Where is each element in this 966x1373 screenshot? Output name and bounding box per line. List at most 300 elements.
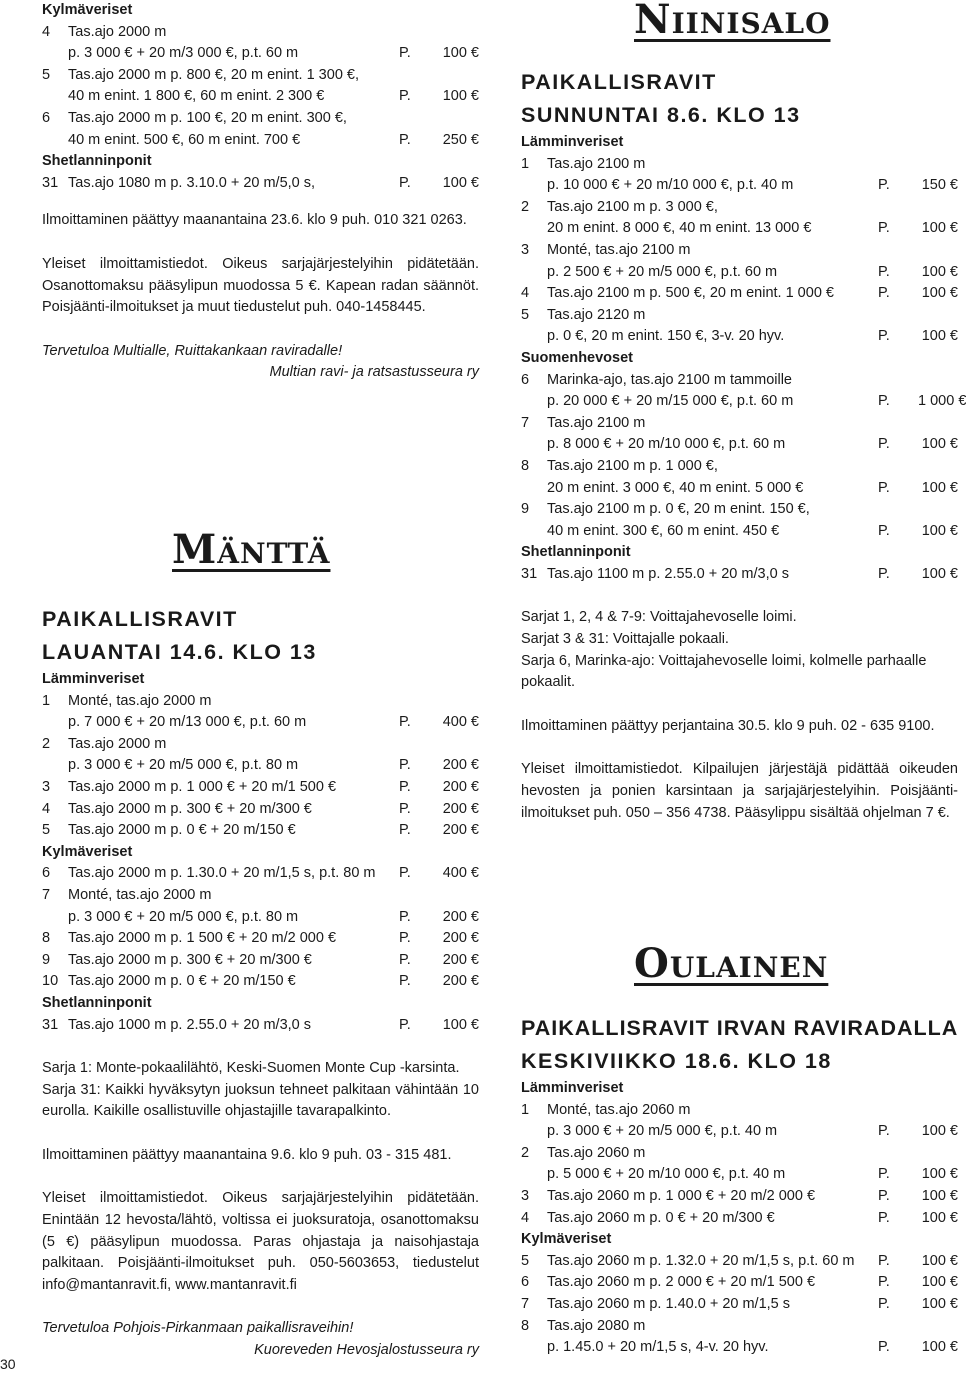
race-number (42, 130, 68, 152)
prize-amount: 100 € (921, 1123, 958, 1140)
race-number (521, 391, 547, 413)
race-entry (521, 1272, 958, 1294)
prize-amount: 200 € (442, 951, 479, 968)
race-number (521, 478, 547, 500)
mantta-general-info: Yleiset ilmoittamistiedot. Oikeus sarjajärjestelyihin pidätetään. Enintään 12 hevosta/lähtö, voltissa ei juoksuratoja, osanottomaksu (5 €) pääsylipun muodossa. Paras ohjastaja ja naisohjastaja palkitaan. Poisjäänti-ilmoitukset puh. 050-5603653, tiedustelut info@mantanravit.fi, www.mantanravit.fi (42, 1190, 479, 1293)
prize-label: P. (399, 865, 411, 882)
prize-label: P. (878, 522, 890, 539)
prize-amount: 100 € (921, 479, 958, 496)
race-number: 4 (521, 285, 530, 302)
prize-label: P. (399, 778, 411, 795)
prize-label: P. (399, 45, 411, 62)
race-number: 7 (42, 886, 51, 903)
race-number: 1 (521, 155, 530, 172)
race-description: p. 3 000 € + 20 m/5 000 €, p.t. 80 m (68, 757, 299, 774)
prize-amount: 1 000 € (918, 393, 966, 410)
race-line (521, 521, 958, 543)
prize-label (399, 108, 439, 130)
prize-label: P. (399, 88, 411, 105)
race-entry (42, 1015, 479, 1037)
race-description: Tas.ajo 2000 m p. 300 € + 20 m/300 € (68, 800, 312, 817)
race-line (42, 863, 479, 885)
race-description: Tas.ajo 2120 m (547, 306, 646, 323)
race-number (521, 521, 547, 543)
prize-amount: 100 € (921, 522, 958, 539)
race-description: Tas.ajo 2000 m (68, 23, 167, 40)
prize-amount (918, 1143, 958, 1165)
class-heading: Kylmäveriset (521, 1231, 612, 1248)
race-number: 10 (42, 973, 59, 990)
prize-amount (918, 240, 958, 262)
prize-label (878, 305, 918, 327)
race-line (521, 370, 958, 392)
race-description: Tas.ajo 2000 m p. 100 €, 20 m enint. 300 €, (68, 109, 347, 126)
race-entry (521, 1100, 958, 1143)
race-entry (521, 413, 958, 456)
race-description: 40 m enint. 300 €, 60 m enint. 450 € (547, 522, 780, 539)
registration-info: Ilmoittaminen päättyy maanantaina 23.6. klo 9 puh. 010 321 0263. (42, 212, 467, 229)
race-number: 7 (521, 1295, 530, 1312)
welcome-text: Tervetuloa Multialle, Ruittakankaan raviradalle! (42, 342, 343, 359)
class-heading: Lämminveriset (42, 671, 145, 687)
mantta-heading-line2: LAUANTAI 14.6. KLO 13 (42, 640, 317, 664)
prize-amount: 100 € (921, 1209, 958, 1226)
race-line (42, 43, 479, 65)
prize-amount: 250 € (442, 131, 479, 148)
prize-amount (918, 1316, 958, 1338)
race-number (521, 175, 547, 197)
prize-label (878, 370, 918, 392)
race-line (521, 240, 958, 262)
prize-label (878, 1100, 918, 1122)
prize-label: P. (399, 1016, 411, 1033)
race-number (42, 43, 68, 65)
prize-label: P. (878, 328, 890, 345)
race-line (521, 197, 958, 219)
race-entry (42, 65, 479, 108)
race-number (521, 326, 547, 348)
race-line (521, 283, 958, 305)
niinisalo-general-info: Yleiset ilmoittamistiedot. Kilpailujen järjestäjä pidättää oikeuden hevosten ja ponien karsintaan ja sarjajärjestelyihin. Poisjäänti-ilmoitukset puh. 050 – 356 4738. Pääsylippu sisältää ohjelman 7 €. (521, 761, 958, 821)
race-description: Monté, tas.ajo 2100 m (547, 241, 691, 258)
race-line (521, 154, 958, 176)
race-line (521, 1294, 958, 1316)
class-heading: Suomenhevoset (521, 349, 633, 366)
prize-amount: 100 € (442, 1016, 479, 1033)
race-number (42, 907, 68, 929)
race-description: Tas.ajo 2000 m p. 300 € + 20 m/300 € (68, 951, 312, 968)
mantta-title: Mänttä (172, 526, 331, 573)
race-number: 3 (521, 241, 530, 258)
prize-label: P. (399, 800, 411, 817)
prize-amount: 200 € (442, 822, 479, 839)
prize-label (878, 499, 918, 521)
prize-label (878, 154, 918, 176)
race-description: p. 5 000 € + 20 m/10 000 €, p.t. 40 m (547, 1166, 786, 1183)
race-description: Monté, tas.ajo 2060 m (547, 1101, 691, 1118)
prize-label (399, 691, 439, 713)
race-number (521, 218, 547, 240)
mantta-section (42, 603, 479, 1362)
race-line (521, 1251, 958, 1273)
race-number (521, 1164, 547, 1186)
race-description: Tas.ajo 2000 m p. 0 € + 20 m/150 € (68, 973, 296, 990)
prize-label: P. (399, 951, 411, 968)
race-entry (521, 564, 958, 586)
race-line (521, 326, 958, 348)
multia-continuation (42, 0, 479, 384)
race-entry (521, 499, 958, 542)
race-description: Tas.ajo 2060 m p. 1.40.0 + 20 m/1,5 s (547, 1295, 791, 1312)
niinisalo-registration: Ilmoittaminen päättyy perjantaina 30.5. klo 9 puh. 02 - 635 9100. (521, 717, 935, 734)
race-number: 2 (521, 198, 530, 215)
race-line (521, 456, 958, 478)
race-entry (521, 1186, 958, 1208)
race-line (42, 799, 479, 821)
race-entry (42, 928, 479, 950)
race-number: 6 (42, 865, 51, 882)
race-description: Tas.ajo 2060 m (547, 1144, 646, 1161)
race-line (521, 1121, 958, 1143)
race-number: 5 (521, 306, 530, 323)
race-line (521, 499, 958, 521)
race-number: 4 (42, 800, 51, 817)
race-entry (521, 240, 958, 283)
prize-label: P. (399, 908, 411, 925)
race-description: Tas.ajo 2100 m p. 0 €, 20 m enint. 150 €, (547, 501, 810, 518)
prize-label: P. (878, 263, 890, 280)
race-line (521, 434, 958, 456)
race-description: p. 0 €, 20 m enint. 150 €, 3-v. 20 hyv. (547, 328, 785, 345)
prize-label: P. (399, 174, 411, 191)
race-description: Tas.ajo 2000 m p. 0 € + 20 m/150 € (68, 822, 296, 839)
niinisalo-section (521, 66, 966, 824)
race-entry (521, 456, 958, 499)
race-description: Monté, tas.ajo 2000 m (68, 692, 212, 709)
prize-label: P. (878, 479, 890, 496)
race-description: Tas.ajo 1080 m p. 3.10.0 + 20 m/5,0 s, (68, 174, 316, 191)
prize-label (399, 885, 439, 907)
niinisalo-notes: Sarjat 1, 2, 4 & 7-9: Voittajahevoselle loimi. Sarjat 3 & 31: Voittajalle pokaali. Sarja 6, Marinka-ajo: Voittajahevoselle loimi, kolmelle parhaalle pokaalit. (521, 609, 927, 691)
prize-label: P. (399, 822, 411, 839)
race-number: 31 (521, 565, 538, 582)
race-list-niinisalo (521, 132, 966, 585)
race-number (42, 755, 68, 777)
race-entry (42, 885, 479, 928)
race-line (521, 391, 966, 413)
prize-label (878, 413, 918, 435)
race-number: 4 (42, 23, 51, 40)
race-number: 2 (42, 735, 51, 752)
race-description: Tas.ajo 2100 m p. 3 000 €, (547, 198, 718, 215)
prize-label: P. (878, 393, 890, 410)
prize-label: P. (399, 714, 411, 731)
race-number: 31 (42, 1016, 59, 1033)
race-line (42, 691, 479, 713)
mantta-signature: Kuoreveden Hevosjalostusseura ry (254, 1342, 479, 1359)
mantta-heading-line1: PAIKALLISRAVIT (42, 607, 238, 631)
prize-amount (918, 1100, 958, 1122)
mantta-notes: Sarja 1: Monte-pokaalilähtö, Keski-Suomen Monte Cup -karsinta. Sarja 31: Kaikki hyväksytyn juoksun tehneet palkitaan vähintään 10 eurolla. Kaikille osallistuville ohjastajille tavarapalkinto. (42, 1060, 479, 1120)
race-description: p. 8 000 € + 20 m/10 000 €, p.t. 60 m (547, 436, 786, 453)
prize-amount: 100 € (921, 285, 958, 302)
race-entry (42, 173, 479, 195)
prize-amount (439, 65, 479, 87)
race-line (521, 564, 958, 586)
prize-amount (439, 108, 479, 130)
race-line (42, 86, 479, 108)
race-line (42, 1015, 479, 1037)
class-heading: Shetlanninponit (521, 544, 631, 561)
prize-label (878, 197, 918, 219)
race-description: Tas.ajo 2000 m p. 1.30.0 + 20 m/1,5 s, p.t. 80 m (68, 865, 376, 882)
niinisalo-heading-line2: SUNNUNTAI 8.6. KLO 13 (521, 103, 801, 127)
prize-label: P. (878, 1123, 890, 1140)
race-number: 8 (521, 457, 530, 474)
prize-amount (918, 154, 958, 176)
race-description: p. 1.45.0 + 20 m/1,5 s, 4-v. 20 hyv. (547, 1339, 769, 1356)
race-number: 31 (42, 174, 59, 191)
race-list-oulainen (521, 1078, 958, 1359)
race-entry (42, 108, 479, 151)
prize-amount: 100 € (442, 174, 479, 191)
prize-amount: 100 € (921, 1295, 958, 1312)
race-line (42, 950, 479, 972)
prize-amount (439, 734, 479, 756)
race-number: 4 (521, 1209, 530, 1226)
prize-label: P. (878, 1209, 890, 1226)
race-entry (521, 283, 958, 305)
prize-amount: 200 € (442, 908, 479, 925)
race-entry (42, 971, 479, 993)
race-number: 1 (521, 1101, 530, 1118)
race-description: Tas.ajo 2100 m (547, 155, 646, 172)
race-description: p. 7 000 € + 20 m/13 000 €, p.t. 60 m (68, 714, 307, 731)
race-line (42, 971, 479, 993)
prize-label: P. (878, 1274, 890, 1291)
prize-amount (918, 456, 958, 478)
race-number (42, 712, 68, 734)
prize-amount: 400 € (442, 714, 479, 731)
prize-label (878, 1143, 918, 1165)
prize-amount (918, 305, 958, 327)
race-line (521, 175, 958, 197)
prize-amount (918, 370, 958, 392)
race-line (521, 305, 958, 327)
race-entry (521, 370, 966, 413)
race-entry (42, 22, 479, 65)
class-heading: Lämminveriset (521, 134, 624, 150)
prize-amount (918, 413, 958, 435)
race-description: 20 m enint. 8 000 €, 40 m enint. 13 000 € (547, 220, 812, 237)
prize-amount: 100 € (921, 220, 958, 237)
prize-label: P. (878, 1339, 890, 1356)
race-entry (42, 863, 479, 885)
race-line (521, 1272, 958, 1294)
race-line (42, 907, 479, 929)
oulainen-title: Oulainen (634, 940, 829, 987)
race-description: 40 m enint. 1 800 €, 60 m enint. 2 300 € (68, 88, 325, 105)
race-entry (42, 799, 479, 821)
race-number: 8 (521, 1317, 530, 1334)
niinisalo-heading-line1: PAIKALLISRAVIT (521, 70, 717, 94)
prize-amount: 100 € (921, 1166, 958, 1183)
oulainen-heading-line2: KESKIVIIKKO 18.6. KLO 18 (521, 1049, 832, 1073)
race-description: Tas.ajo 2060 m p. 2 000 € + 20 m/1 500 € (547, 1274, 816, 1291)
prize-amount: 200 € (442, 973, 479, 990)
prize-label: P. (878, 1166, 890, 1183)
race-number: 7 (521, 414, 530, 431)
race-entry (521, 305, 958, 348)
prize-amount: 400 € (442, 865, 479, 882)
race-line (521, 1316, 958, 1338)
page-number: 30 (0, 1356, 16, 1372)
race-description: Tas.ajo 2000 m (68, 735, 167, 752)
race-line (521, 1143, 958, 1165)
prize-label (399, 22, 439, 44)
race-description: 20 m enint. 3 000 €, 40 m enint. 5 000 € (547, 479, 804, 496)
prize-amount (918, 499, 958, 521)
race-number (42, 86, 68, 108)
race-entry (521, 1143, 958, 1186)
prize-amount: 100 € (921, 1252, 958, 1269)
race-number: 5 (521, 1252, 530, 1269)
race-description: p. 3 000 € + 20 m/5 000 €, p.t. 80 m (68, 908, 299, 925)
race-line (42, 65, 479, 87)
prize-label: P. (878, 285, 890, 302)
race-line (521, 218, 958, 240)
race-description: Tas.ajo 2060 m p. 1.32.0 + 20 m/1,5 s, p.t. 60 m (547, 1252, 855, 1269)
race-description: Tas.ajo 2100 m p. 1 000 €, (547, 457, 718, 474)
prize-amount: 100 € (921, 1339, 958, 1356)
race-line (521, 1186, 958, 1208)
race-line (42, 22, 479, 44)
race-number: 3 (521, 1187, 530, 1204)
prize-amount: 100 € (921, 1187, 958, 1204)
race-line (42, 755, 479, 777)
prize-amount: 100 € (921, 328, 958, 345)
race-description: Tas.ajo 2080 m (547, 1317, 646, 1334)
prize-label: P. (878, 1187, 890, 1204)
race-description: Tas.ajo 2000 m p. 1 500 € + 20 m/2 000 € (68, 930, 337, 947)
prize-amount: 150 € (921, 177, 958, 194)
general-info: Yleiset ilmoittamistiedot. Oikeus sarjajärjestelyihin pidätetään. Osanottomaksu pääsylipun muodossa 5 €. Kapean radan säännöt. Poisjäänti-ilmoitukset ja muut tiedustelut puh. 040-1458445. (42, 255, 479, 316)
race-description: Tas.ajo 1000 m p. 2.55.0 + 20 m/3,0 s (68, 1016, 312, 1033)
race-description: Tas.ajo 1100 m p. 2.55.0 + 20 m/3,0 s (547, 565, 789, 582)
prize-label: P. (399, 131, 411, 148)
race-entry (521, 1316, 958, 1359)
race-description: Marinka-ajo, tas.ajo 2100 m tammoille (547, 371, 792, 388)
race-line (42, 712, 479, 734)
class-heading: Lämminveriset (521, 1080, 624, 1096)
prize-label: P. (399, 757, 411, 774)
prize-label (399, 65, 439, 87)
race-list-mantta (42, 669, 479, 1036)
race-line (42, 130, 479, 152)
race-number: 9 (42, 951, 51, 968)
race-entry (521, 197, 958, 240)
oulainen-section (521, 1012, 958, 1359)
prize-amount: 100 € (921, 436, 958, 453)
prize-amount: 100 € (921, 263, 958, 280)
niinisalo-title: Niinisalo (634, 0, 831, 43)
prize-label (878, 1316, 918, 1338)
race-line (42, 820, 479, 842)
class-heading: Shetlanninponit (42, 994, 152, 1011)
race-line (521, 413, 958, 435)
prize-amount: 200 € (442, 757, 479, 774)
prize-amount: 200 € (442, 800, 479, 817)
race-description: Tas.ajo 2100 m (547, 414, 646, 431)
prize-label (878, 456, 918, 478)
prize-amount (918, 197, 958, 219)
race-line (42, 108, 479, 130)
race-number (521, 1337, 547, 1359)
race-entry (42, 734, 479, 777)
race-number: 3 (42, 778, 51, 795)
race-description: p. 20 000 € + 20 m/15 000 €, p.t. 60 m (547, 393, 794, 410)
race-entry (42, 777, 479, 799)
race-description: Tas.ajo 2060 m p. 1 000 € + 20 m/2 000 € (547, 1187, 816, 1204)
race-line (42, 885, 479, 907)
race-number: 8 (42, 930, 51, 947)
race-entry (42, 950, 479, 972)
race-entry (521, 1294, 958, 1316)
prize-label: P. (878, 220, 890, 237)
mantta-welcome: Tervetuloa Pohjois-Pirkanmaan paikallisraveihin! (42, 1320, 354, 1337)
prize-amount (439, 885, 479, 907)
prize-amount: 100 € (442, 45, 479, 62)
prize-label: P. (878, 177, 890, 194)
race-description: Tas.ajo 2000 m p. 1 000 € + 20 m/1 500 € (68, 778, 337, 795)
prize-label: P. (878, 1252, 890, 1269)
race-number (521, 262, 547, 284)
class-heading: Kylmäveriset (42, 843, 133, 860)
race-number: 9 (521, 501, 530, 518)
class-heading: Shetlanninponit (42, 153, 152, 170)
race-line (521, 1100, 958, 1122)
race-number: 1 (42, 692, 51, 709)
race-line (42, 734, 479, 756)
prize-amount: 100 € (442, 88, 479, 105)
race-entry (521, 1208, 958, 1230)
race-line (42, 173, 479, 195)
prize-label (399, 734, 439, 756)
race-line (42, 928, 479, 950)
race-line (521, 1337, 958, 1359)
mantta-registration: Ilmoittaminen päättyy maanantaina 9.6. klo 9 puh. 03 - 315 481. (42, 1146, 452, 1163)
race-number: 6 (521, 371, 530, 388)
prize-label: P. (399, 930, 411, 947)
race-list-multia (42, 0, 479, 194)
prize-amount: 200 € (442, 930, 479, 947)
race-description: Tas.ajo 2060 m p. 0 € + 20 m/300 € (547, 1209, 775, 1226)
prize-label: P. (878, 436, 890, 453)
prize-label (878, 240, 918, 262)
prize-amount (439, 22, 479, 44)
race-entry (42, 820, 479, 842)
race-description: p. 2 500 € + 20 m/5 000 €, p.t. 60 m (547, 263, 778, 280)
prize-amount: 100 € (921, 565, 958, 582)
oulainen-heading-line1: PAIKALLISRAVIT IRVAN RAVIRADALLA (521, 1016, 959, 1040)
race-entry (521, 1251, 958, 1273)
class-heading: Kylmäveriset (42, 2, 133, 18)
race-description: Tas.ajo 2000 m p. 800 €, 20 m enint. 1 300 €, (68, 66, 359, 83)
race-description: 40 m enint. 500 €, 60 m enint. 700 € (68, 131, 301, 148)
organizer-signature: Multian ravi- ja ratsastusseura ry (269, 364, 479, 381)
race-number: 6 (521, 1274, 530, 1291)
prize-amount (439, 691, 479, 713)
